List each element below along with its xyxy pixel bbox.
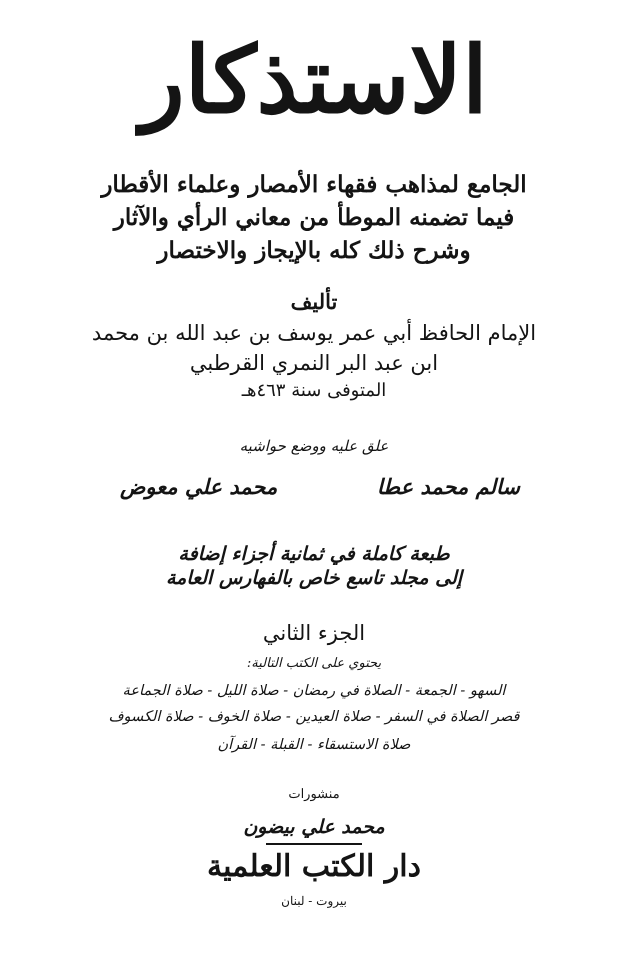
commentary-label: علق عليه ووضع حواشيه xyxy=(239,437,389,455)
editor-name-2: محمد علي معوض xyxy=(120,474,278,499)
publisher-name: محمد علي بيضون xyxy=(243,816,385,838)
book-title: الاستذكار xyxy=(140,26,488,134)
editor-name-1: سالم محمد عطا xyxy=(376,474,520,499)
author-line-2: ابن عبد البر النمري القرطبي xyxy=(189,351,439,375)
contents-line-2: قصر الصلاة في السفر - صلاة العيدين - صلاة الخوف - صلاة الكسوف xyxy=(108,709,520,725)
volume-label: الجزء الثاني xyxy=(262,621,366,645)
author-line-1: الإمام الحافظ أبي عمر يوسف بن عبد الله بن محمد xyxy=(91,321,537,345)
publisher-city: بيروت - لبنان xyxy=(281,894,347,908)
subtitle-line-3: وشرح ذلك كله بالإيجاز والاختصار xyxy=(157,237,471,264)
subtitle-line-1: الجامع لمذاهب فقهاء الأمصار وعلماء الأقطار xyxy=(101,171,527,198)
editors-row xyxy=(120,474,520,499)
edition-line-2: إلى مجلد تاسع خاص بالفهارس العامة xyxy=(165,567,463,589)
publishing-house: دار الكتب العلمية xyxy=(207,849,421,884)
contents-line-3: صلاة الاستسقاء - القبلة - القرآن xyxy=(217,737,411,753)
contents-line-1: السهو - الجمعة - الصلاة في رمضان - صلاة الليل - صلاة الجماعة xyxy=(122,683,506,699)
edition-line-1: طبعة كاملة في ثمانية أجزاء إضافة xyxy=(178,543,450,565)
contents-heading: يحتوي على الكتب التالية: xyxy=(246,656,382,671)
authoring-label: تأليف xyxy=(290,289,338,314)
author-death-date: المتوفى سنة ٤٦٣هـ xyxy=(241,380,387,401)
subtitle-line-2: فيما تضمنه الموطأ من معاني الرأي والآثار xyxy=(113,204,515,231)
publisher-divider xyxy=(266,843,362,845)
publications-label: منشورات xyxy=(288,787,340,802)
